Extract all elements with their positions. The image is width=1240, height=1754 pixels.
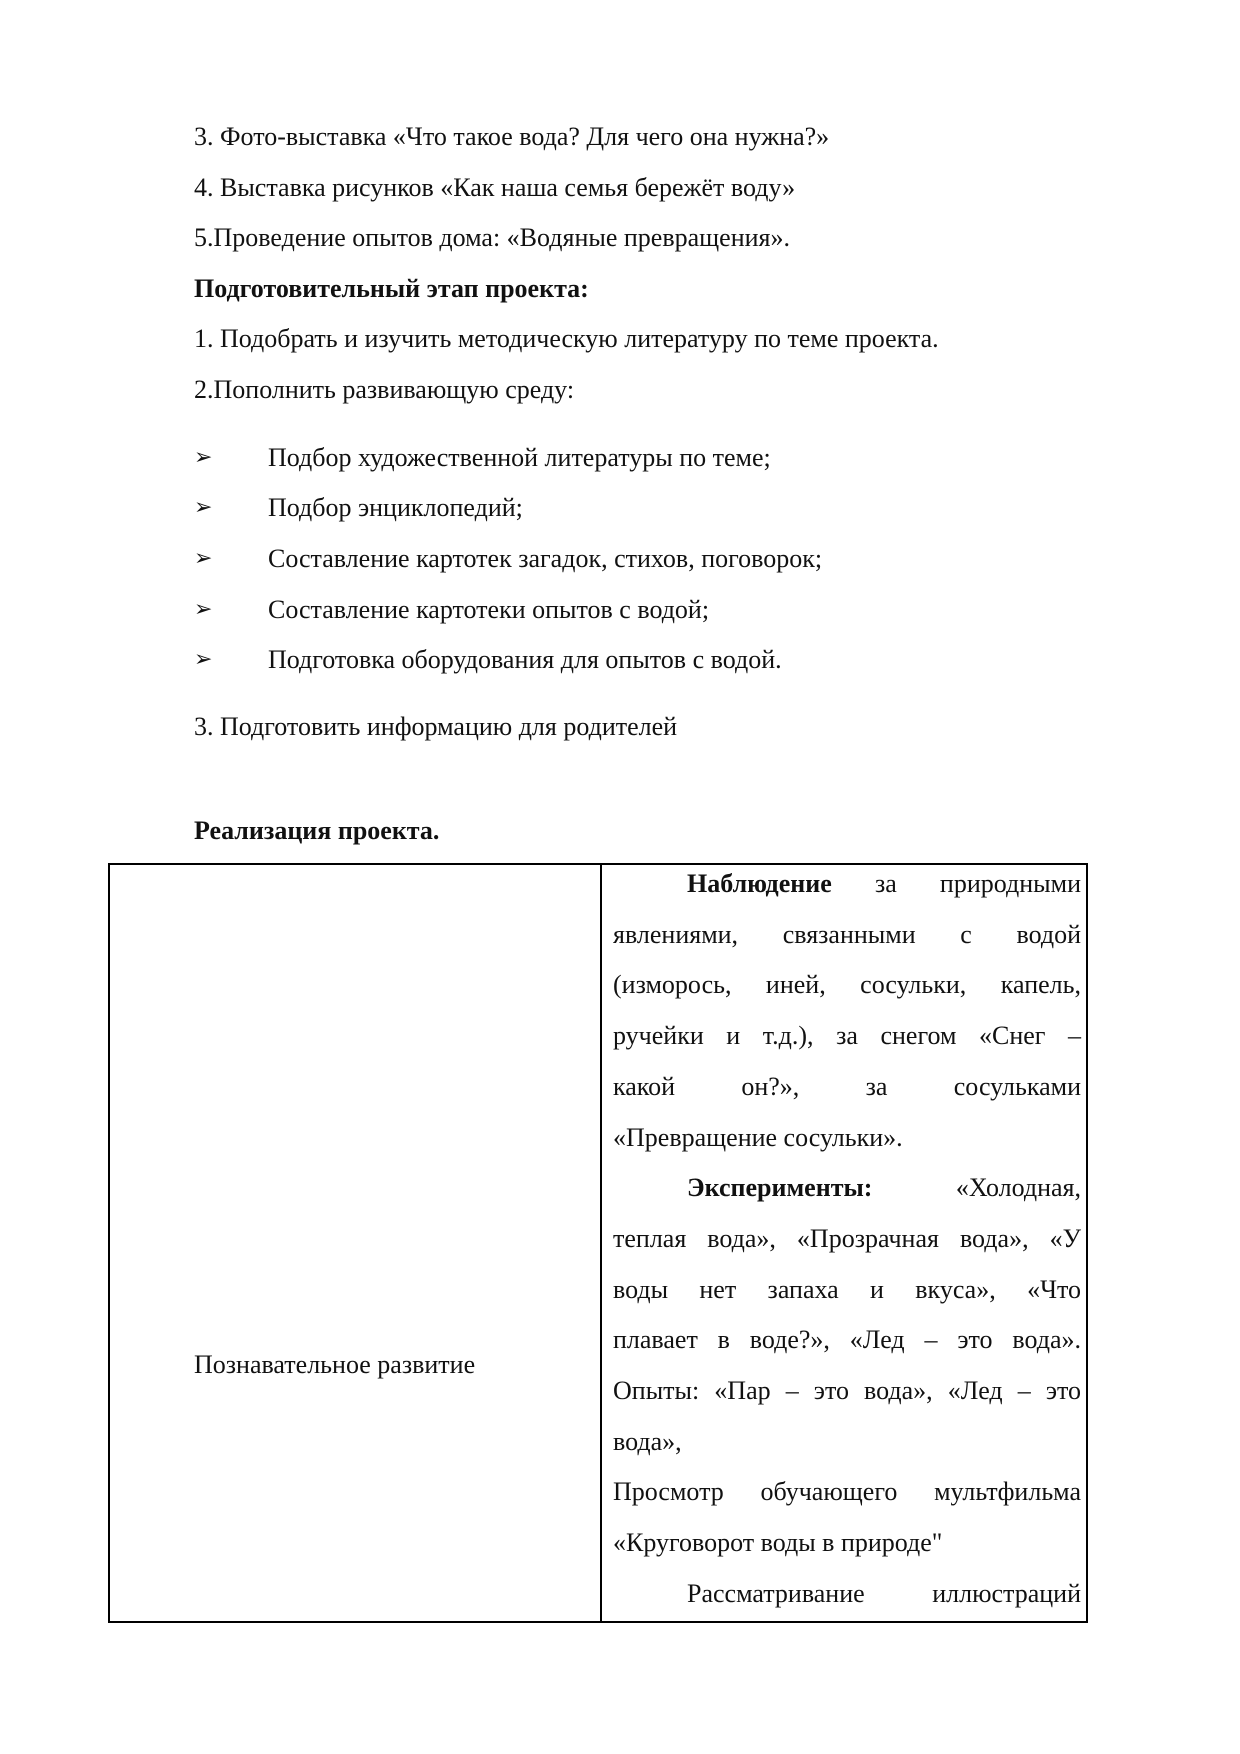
bullet-text: Подбор художественной литературы по теме; (268, 443, 771, 472)
activity-line (613, 1376, 1081, 1406)
bullet-text: Подбор энциклопедий; (268, 493, 523, 522)
activity-text: плавает в воде?», «Лед – это вода». (613, 1325, 1081, 1355)
activity-text: ручейки и т.д.), за снегом «Снег – (613, 1021, 1081, 1051)
list-item: 2.Пополнить развивающую среду: (194, 375, 575, 404)
arrow-bullet-icon: ➢ (194, 445, 213, 470)
list-item: 4. Выставка рисунков «Как наша семья бережёт воду» (194, 173, 796, 202)
activity-text: теплая вода», «Прозрачная вода», «У (613, 1223, 1081, 1253)
activity-line (613, 1528, 1081, 1558)
activity-heading: Наблюдение (687, 869, 832, 898)
activity-line (613, 920, 1081, 950)
activity-line (613, 1021, 1081, 1051)
activity-text: какой он?», за сосульками (613, 1071, 1081, 1101)
activity-text: Опыты: «Пар – это вода», «Лед – это (613, 1376, 1081, 1405)
activity-heading: Эксперименты: (687, 1173, 873, 1203)
bullet-text: Подготовка оборудования для опытов с водой. (268, 645, 782, 674)
activity-line (613, 1224, 1081, 1254)
arrow-bullet-icon: ➢ (194, 495, 213, 520)
activity-text: Просмотр обучающего мультфильма (613, 1477, 1081, 1507)
activity-line (613, 1477, 1081, 1507)
activity-text: воды нет запаха и вкуса», «Что (613, 1274, 1081, 1304)
activity-text: (изморось, иней, сосульки, капель, (613, 970, 1081, 1000)
list-item: 3. Фото-выставка «Что такое вода? Для чего она нужна?» (194, 122, 830, 151)
implementation-table (108, 863, 1088, 1623)
section-heading: Реализация проекта. (194, 816, 440, 845)
arrow-bullet-icon: ➢ (194, 647, 213, 672)
activity-line (613, 1579, 1081, 1609)
activity-text: явлениями, связанными с водой (613, 919, 1081, 949)
activity-text: «Холодная, (872, 1173, 1081, 1203)
activity-line (613, 1427, 1081, 1457)
activity-text: «Круговорот воды в природе" (613, 1528, 943, 1558)
activity-line (613, 1072, 1081, 1102)
bullet-text: Составление картотек загадок, стихов, поговорок; (268, 544, 823, 573)
activity-line (613, 970, 1081, 1000)
section-heading: Подготовительный этап проекта: (194, 274, 589, 303)
list-item: 1. Подобрать и изучить методическую литературу по теме проекта. (194, 324, 939, 353)
list-item: 3. Подготовить информацию для родителей (194, 712, 678, 741)
activity-line (613, 1325, 1081, 1355)
activity-line (613, 1123, 1081, 1153)
activity-text: Рассматривание иллюстраций (687, 1578, 1081, 1608)
area-label: Познавательное развитие (194, 1350, 476, 1379)
arrow-bullet-icon: ➢ (194, 546, 213, 571)
arrow-bullet-icon: ➢ (194, 597, 213, 622)
list-item: 5.Проведение опытов дома: «Водяные превращения». (194, 223, 791, 252)
activity-line (613, 1173, 1081, 1203)
table-cell-area (109, 864, 601, 1622)
activity-line (613, 1275, 1081, 1305)
bullet-text: Составление картотеки опытов с водой; (268, 595, 710, 624)
activity-text: «Превращение сосульки». (613, 1122, 903, 1152)
table-cell-activities (601, 864, 1087, 1622)
activity-text: за природными (831, 869, 1081, 898)
activity-text: вода», (613, 1426, 682, 1456)
activity-line (613, 869, 1081, 899)
